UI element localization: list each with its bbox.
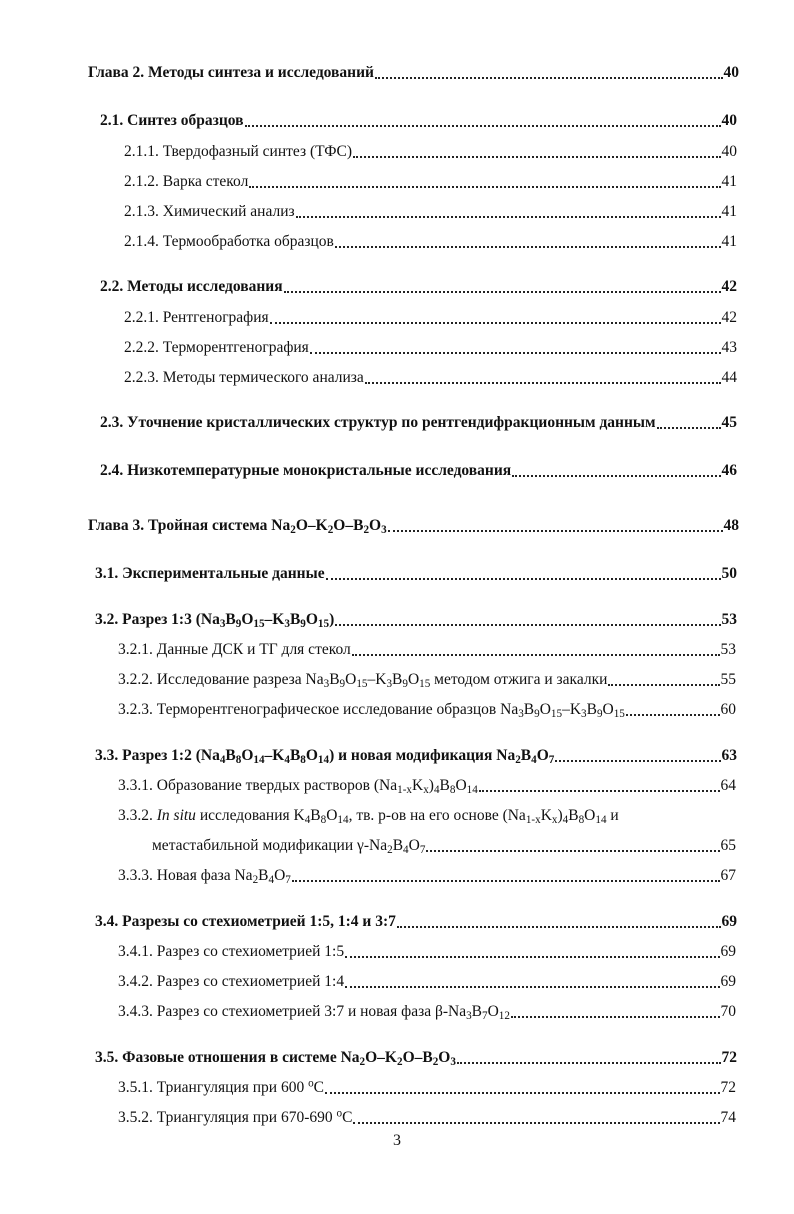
page-number: 3	[393, 1132, 401, 1149]
toc-entry-3-3-2-line2[interactable]: метастабильной модификации $\gamma-Na_2B_4O_7$ 65	[152, 837, 736, 856]
toc-entry-2-1-3[interactable]: 2.1.3. Химический анализ 41	[124, 203, 737, 220]
toc-entry-3-4-1[interactable]: 3.4.1. Разрез со стехиометрией 1:5 69	[118, 943, 736, 960]
toc-entry-3-5-2[interactable]: 3.5.2. Триангуляция при 670-690 $^o$C 74	[118, 1107, 736, 1126]
toc-entry-2-3[interactable]: 2.3. Уточнение кристаллических структур по рентгендифракционным данным 45	[100, 414, 737, 431]
toc-entry-chapter-2[interactable]: Глава 2. Методы синтеза и исследований 40	[88, 64, 739, 81]
toc-entry-3-3-2-line1[interactable]: 3.3.2. In situ исследования $K_4B_8O_{14}$, тв. р-ов на его основе $(Na_{1-x}K_x)_4B_8O_{14}$ и	[118, 807, 619, 826]
toc-entry-3-5-1[interactable]: 3.5.1. Триангуляция при 600 $^o$C 72	[118, 1077, 736, 1096]
toc-entry-2-1-4[interactable]: 2.1.4. Термообработка образцов 41	[124, 233, 737, 250]
toc-entry-2-1-1[interactable]: 2.1.1. Твердофазный синтез (ТФС) 40	[124, 143, 737, 160]
toc-entry-2-1-2[interactable]: 2.1.2. Варка стекол 41	[124, 173, 737, 190]
toc-entry-3-4[interactable]: 3.4. Разрезы со стехиометрией 1:5, 1:4 и 3:7 69	[95, 913, 737, 930]
toc-entry-3-2-3[interactable]: 3.2.3. Терморентгенографическое исследование образцов $Na_3B_9O_{15}-K_3B_9O_{15}$ 60	[118, 701, 736, 720]
toc-entry-3-4-3[interactable]: 3.4.3. Разрез со стехиометрией 3:7 и новая фаза $\beta-Na_3B_7O_{12}$ 70	[118, 1003, 736, 1022]
toc-entry-2-1[interactable]: 2.1. Синтез образцов 40	[100, 112, 737, 129]
toc-entry-2-4[interactable]: 2.4. Низкотемпературные монокристальные исследования 46	[100, 462, 737, 479]
toc-entry-3-3-3[interactable]: 3.3.3. Новая фаза $Na_2B_4O_7$ 67	[118, 867, 736, 886]
toc-entry-3-5[interactable]: 3.5. Фазовые отношения в системе $Na_2O-K_2O-B_2O_3$ 72	[95, 1049, 737, 1068]
toc-entry-2-2-3[interactable]: 2.2.3. Методы термического анализа 44	[124, 369, 737, 386]
toc-entry-3-2[interactable]: 3.2. Разрез 1:3 $(Na_3B_9O_{15}-K_3B_9O_{15})$ 53	[95, 611, 737, 630]
toc-entry-3-2-2[interactable]: 3.2.2. Исследование разреза $Na_3B_9O_{15}-K_3B_9O_{15}$ методом отжига и закалки 55	[118, 671, 736, 690]
toc-entry-3-3-1[interactable]: 3.3.1. Образование твердых растворов $(Na_{1-x}K_x)_4B_8O_{14}$ 64	[118, 777, 736, 796]
toc-entry-3-2-1[interactable]: 3.2.1. Данные ДСК и ТГ для стекол 53	[118, 641, 736, 658]
toc-entry-2-2[interactable]: 2.2. Методы исследования 42	[100, 278, 737, 295]
toc-entry-2-2-1[interactable]: 2.2.1. Рентгенография 42	[124, 309, 737, 326]
toc-entry-3-4-2[interactable]: 3.4.2. Разрез со стехиометрией 1:4 69	[118, 973, 736, 990]
toc-entry-2-2-2[interactable]: 2.2.2. Терморентгенография 43	[124, 339, 737, 356]
toc-entry-3-1[interactable]: 3.1. Экспериментальные данные 50	[95, 565, 737, 582]
toc-entry-chapter-3[interactable]: Глава 3. Тройная система $Na_2O-K_2O-B_2O_3$ 48	[88, 517, 739, 536]
toc-entry-3-3[interactable]: 3.3. Разрез 1:2 $(Na_4B_8O_{14}-K_4B_8O_{14})$ и новая модификация $Na_2B_4O_7$ 63	[95, 747, 737, 766]
